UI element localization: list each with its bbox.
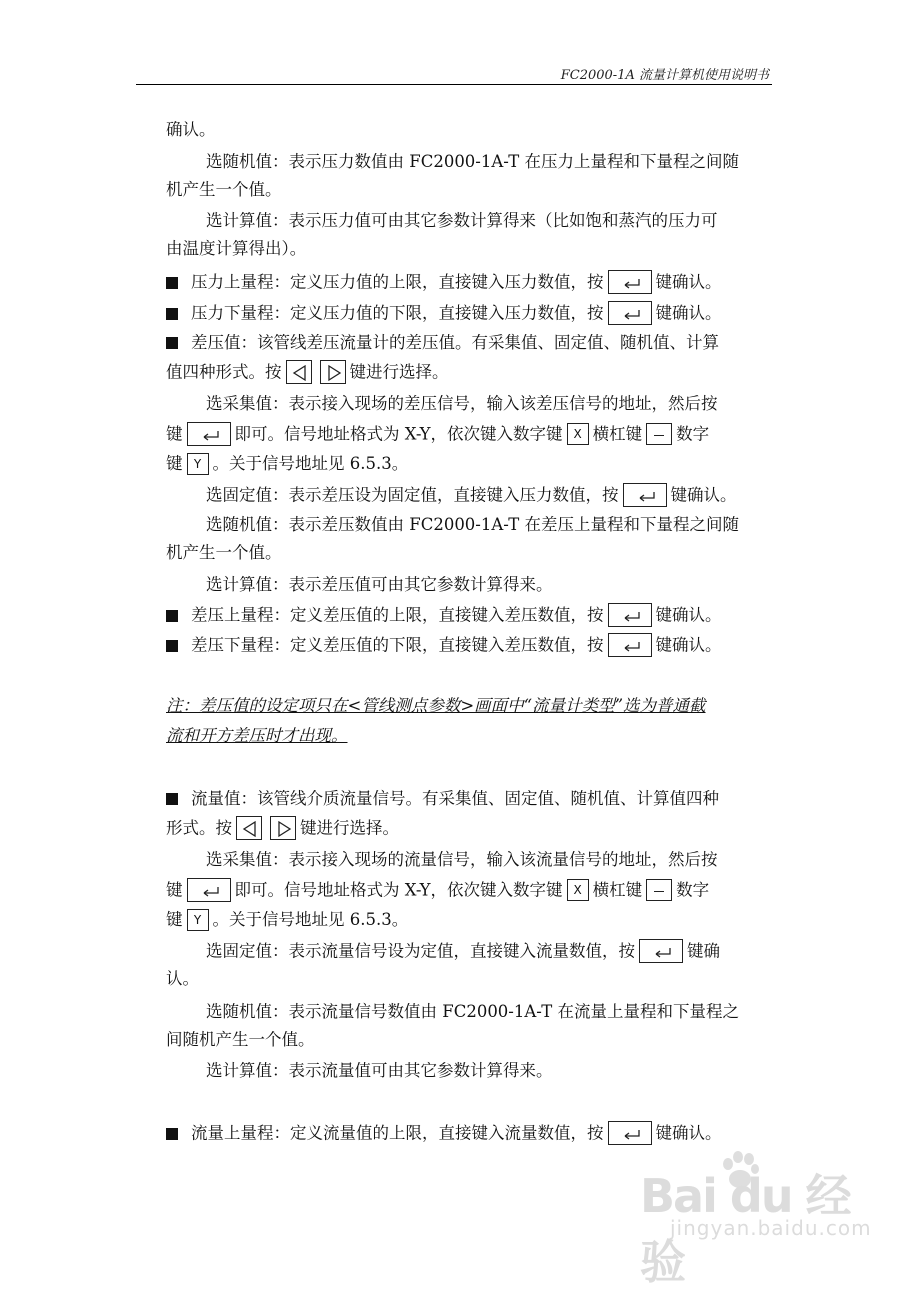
text: 键确	[687, 941, 720, 961]
x-key-icon: X	[567, 423, 589, 445]
bullet-flow	[166, 788, 719, 810]
text-line: 选采集值：表示接入现场的差压信号，输入该差压信号的地址，然后按	[206, 394, 718, 413]
text: 差压上量程：定义差压值的上限，直接键入差压数值，按	[191, 605, 604, 625]
note-line: 注：差压值的设定项只在<管线测点参数>画面中“流量计类型”选为普通截	[166, 696, 706, 715]
watermark-url: jingyan.baidu.com	[670, 1216, 872, 1240]
dash-key-icon	[646, 879, 672, 901]
text: 。关于信号地址见 6.5.3。	[212, 910, 409, 929]
bullet-diff-lower	[166, 634, 722, 656]
right-arrow-key-icon	[320, 360, 346, 384]
text: 形式。按	[166, 818, 232, 838]
text: 横杠键	[592, 880, 643, 900]
text: 选固定值：表示流量信号设为定值，直接键入流量数值，按	[206, 941, 635, 961]
bullet-square-icon	[166, 337, 178, 349]
text: 键进行选择。	[349, 362, 449, 382]
text-line	[206, 484, 737, 506]
text: 压力上量程：定义压力值的上限，直接键入压力数值，按	[191, 272, 604, 292]
text-line	[166, 817, 399, 839]
bullet-square-icon	[166, 610, 178, 622]
enter-key-icon	[623, 483, 667, 507]
text-line: 选计算值：表示差压值可由其它参数计算得来。	[206, 575, 553, 594]
left-arrow-key-icon	[286, 360, 312, 384]
text: 键确认。	[655, 303, 722, 323]
enter-key-icon	[639, 939, 683, 963]
text: 。关于信号地址见 6.5.3。	[212, 454, 409, 473]
text-line: 选采集值：表示接入现场的流量信号，输入该流量信号的地址，然后按	[206, 850, 718, 869]
enter-key-icon	[608, 301, 652, 325]
bullet-square-icon	[166, 308, 178, 320]
y-key-icon: Y	[187, 909, 209, 931]
text-line	[166, 879, 709, 901]
bullet-pressure-upper	[166, 271, 722, 293]
enter-key-icon	[608, 633, 652, 657]
text-line: 选计算值：表示压力值可由其它参数计算得来（比如饱和蒸汽的压力可	[206, 211, 718, 230]
text: 流量上量程：定义流量值的上限，直接键入流量数值，按	[191, 1123, 604, 1143]
watermark	[640, 1150, 872, 1289]
text: 选固定值：表示差压设为固定值，直接键入压力数值，按	[206, 485, 619, 505]
text-line: 机产生一个值。	[166, 180, 282, 199]
text: 横杠键	[592, 424, 643, 444]
text: 差压值：该管线差压流量计的差压值。有采集值、固定值、随机值、计算	[191, 333, 719, 352]
text-line: 认。	[166, 969, 199, 988]
header-rule	[136, 84, 772, 85]
text: 流量值：该管线介质流量信号。有采集值、固定值、随机值、计算值四种	[191, 789, 719, 808]
text: 数字	[676, 424, 710, 444]
text: 键	[166, 880, 183, 900]
bullet-square-icon	[166, 640, 178, 652]
text-line: 选随机值：表示差压数值由 FC2000-1A-T 在差压上量程和下量程之间随	[206, 515, 740, 534]
text: 键	[166, 454, 183, 473]
dash-key-icon	[646, 423, 672, 445]
bullet-flow-upper	[166, 1122, 722, 1144]
bullet-pressure-lower	[166, 302, 722, 324]
text-line: 由温度计算得出）。	[166, 239, 307, 258]
text: 键确认。	[655, 1123, 722, 1143]
text-line: 间随机产生一个值。	[166, 1030, 315, 1049]
enter-key-icon	[187, 878, 231, 902]
text: 键确认。	[655, 272, 722, 292]
note-line: 流和开方差压时才出现。	[166, 726, 348, 745]
text-line	[206, 940, 720, 962]
bullet-square-icon	[166, 793, 178, 805]
text: 键	[166, 910, 183, 929]
text: 键确认。	[670, 485, 737, 505]
text-line	[166, 909, 408, 931]
enter-key-icon	[187, 422, 231, 446]
x-key-icon: X	[567, 879, 589, 901]
bullet-square-icon	[166, 277, 178, 289]
text-line: 确认。	[166, 120, 216, 139]
text-line: 选随机值：表示流量信号数值由 FC2000-1A-T 在流量上量程和下量程之	[206, 1002, 740, 1021]
text-line	[166, 453, 408, 475]
enter-key-icon	[608, 603, 652, 627]
bullet-diff-upper	[166, 604, 722, 626]
text: 键进行选择。	[300, 818, 399, 838]
left-arrow-key-icon	[236, 816, 262, 840]
text: 压力下量程：定义压力值的下限，直接键入压力数值，按	[191, 303, 604, 323]
y-key-icon: Y	[187, 453, 209, 475]
text: 键	[166, 424, 183, 444]
text: 值四种形式。按	[166, 362, 282, 382]
text-line: 选计算值：表示流量值可由其它参数计算得来。	[206, 1061, 553, 1080]
text: 即可。信号地址格式为 X-Y，依次键入数字键	[234, 880, 563, 900]
text: 即可。信号地址格式为 X-Y，依次键入数字键	[234, 424, 563, 444]
bullet-square-icon	[166, 1128, 178, 1140]
text-line: 选随机值：表示压力数值由 FC2000-1A-T 在压力上量程和下量程之间随	[206, 152, 740, 171]
enter-key-icon	[608, 1121, 652, 1145]
text: 键确认。	[655, 635, 722, 655]
page-header: FC2000-1A 流量计算机使用说明书	[560, 68, 769, 83]
watermark-logo: Bai du 经验	[640, 1169, 850, 1289]
text-line	[166, 423, 709, 445]
text-line: 机产生一个值。	[166, 543, 282, 562]
text: 差压下量程：定义差压值的下限，直接键入差压数值，按	[191, 635, 604, 655]
text: 键确认。	[655, 605, 722, 625]
text: 数字	[676, 880, 710, 900]
text-line	[166, 361, 449, 383]
bullet-diff-pressure	[166, 332, 719, 354]
right-arrow-key-icon	[270, 816, 296, 840]
enter-key-icon	[608, 270, 652, 294]
